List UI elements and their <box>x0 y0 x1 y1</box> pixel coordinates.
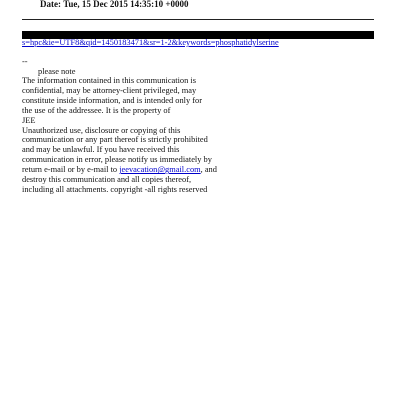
disclaimer-line: and may be unlawful. If you have received this <box>22 145 180 155</box>
product-link[interactable]: s=hpc&ie=UTF8&qid=1450183471&sr=1-2&keywords=phosphatidylserine <box>22 38 279 47</box>
disclaimer-line: The information contained in this communication is <box>22 76 196 85</box>
disclaimer-text: , and <box>200 165 217 175</box>
disclaimer-line: communication or any part thereof is strictly prohibited <box>22 135 208 145</box>
date-value: Tue, 15 Dec 2015 14:35:10 +0000 <box>63 0 189 9</box>
confidentiality-disclaimer <box>22 76 222 195</box>
disclaimer-line: including all attachments. copyright -all rights reserved <box>22 184 208 194</box>
date-label: Date: <box>40 0 61 9</box>
disclaimer-line <box>22 165 222 175</box>
disclaimer-line: confidential, may be attorney-client privileged, may <box>22 85 197 95</box>
disclaimer-line: communication in error, please notify us immediately by <box>22 155 212 165</box>
disclaimer-line: Unauthorized use, disclosure or copying of this <box>22 125 181 135</box>
header-divider <box>22 19 374 20</box>
disclaimer-text: return e-mail or by e-mail to <box>22 165 120 175</box>
email-link[interactable]: jeevacation@gmail.com <box>119 165 201 175</box>
signature-separator: -- <box>22 57 28 66</box>
date-header <box>40 0 189 10</box>
disclaimer-line: the use of the addressee. It is the property of <box>22 105 171 115</box>
note-title: please note <box>38 67 76 76</box>
disclaimer-line: JEE <box>22 115 36 125</box>
disclaimer-line: constitute inside information, and is intended only for <box>22 95 203 105</box>
disclaimer-line: destroy this communication and all copies thereof, <box>22 175 192 185</box>
